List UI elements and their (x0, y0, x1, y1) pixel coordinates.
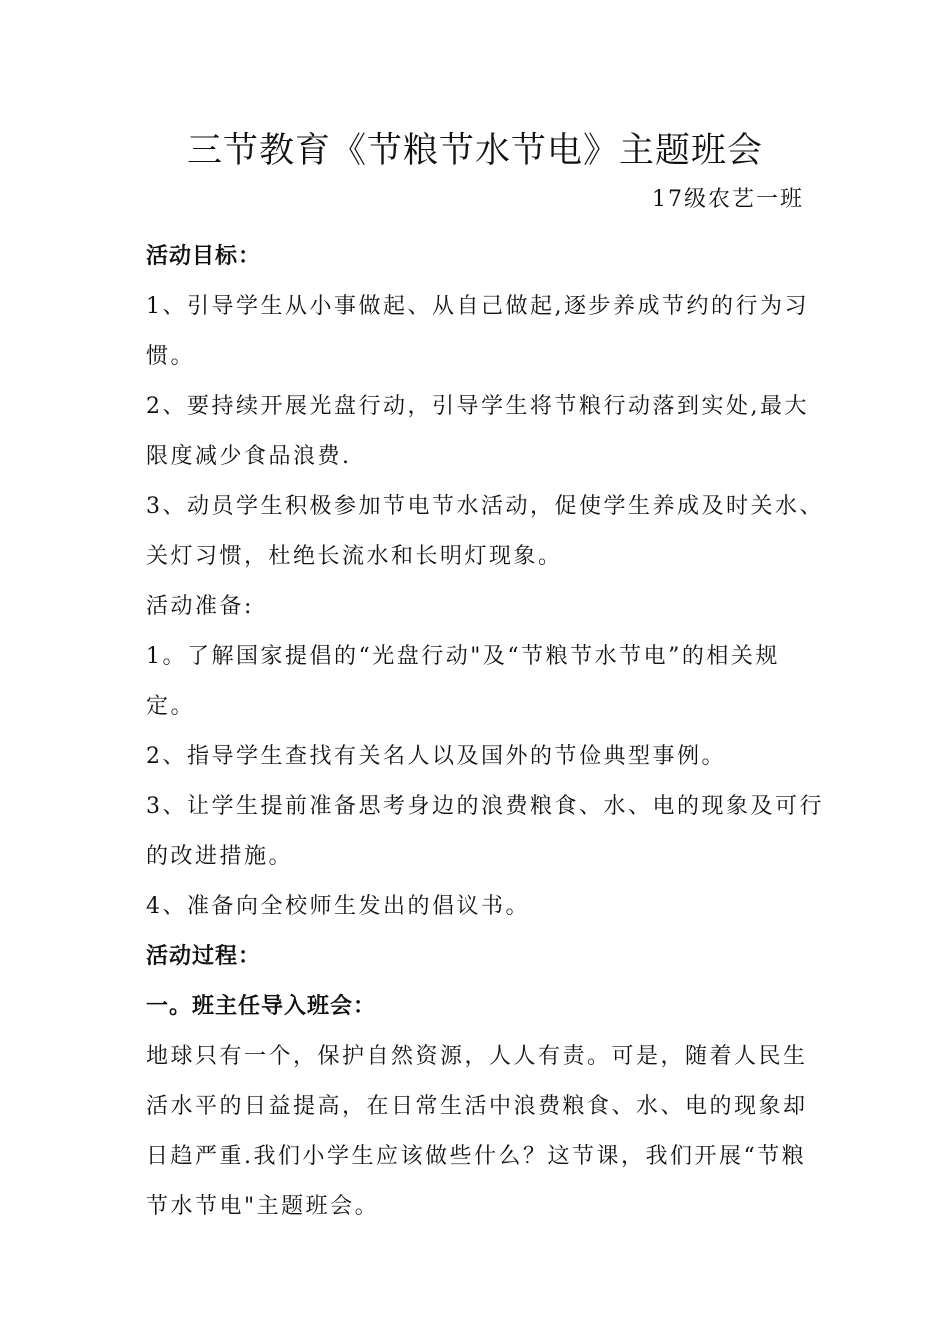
document-body (146, 232, 824, 1232)
paragraph-line: 活水平的日益提高，在日常生活中浪费粮食、水、电的现象却 (146, 1094, 808, 1119)
paragraph-line: 地球只有一个，保护自然资源，人人有责。可是，随着人民生 (146, 1044, 808, 1069)
paragraph-line: 2、要持续开展光盘行动，引导学生将节粮行动落到实处,最大 (146, 394, 809, 419)
heading-activity-process: 活动过程： (146, 944, 262, 969)
paragraph-line: 3、让学生提前准备思考身边的浪费粮食、水、电的现象及可行 (146, 794, 824, 819)
document-title: 三节教育《节粮节水节电》主题班会 (186, 131, 763, 171)
heading-teacher-intro: 一。班主任导入班会： (146, 994, 377, 1019)
paragraph-line: 1。了解国家提倡的“光盘行动"及“节粮节水节电”的相关规 (146, 644, 780, 669)
paragraph-line: 关灯习惯，杜绝长流水和长明灯现象。 (146, 544, 563, 569)
paragraph-line: 节水节电"主题班会。 (146, 1194, 380, 1219)
paragraph-line: 3、动员学生积极参加节电节水活动，促使学生养成及时关水、 (146, 494, 824, 519)
paragraph-line: 惯。 (146, 344, 196, 369)
paragraph-line: 的改进措施。 (146, 844, 294, 869)
paragraph-line: 1、引导学生从小事做起、从自己做起,逐步养成节约的行为习 (146, 294, 809, 319)
class-name: 17级农艺一班 (652, 187, 804, 212)
heading-activity-preparation: 活动准备: (146, 594, 254, 619)
paragraph-line: 日趋严重.我们小学生应该做些什么？这节课，我们开展“节粮 (146, 1144, 807, 1169)
paragraph-line: 2、指导学生查找有关名人以及国外的节俭典型事例。 (146, 744, 726, 769)
paragraph-line: 定。 (146, 694, 196, 719)
paragraph-line: 限度减少食品浪费. (146, 444, 352, 469)
heading-activity-goals: 活动目标： (146, 244, 262, 269)
paragraph-line: 4、准备向全校师生发出的倡议书。 (146, 894, 530, 919)
